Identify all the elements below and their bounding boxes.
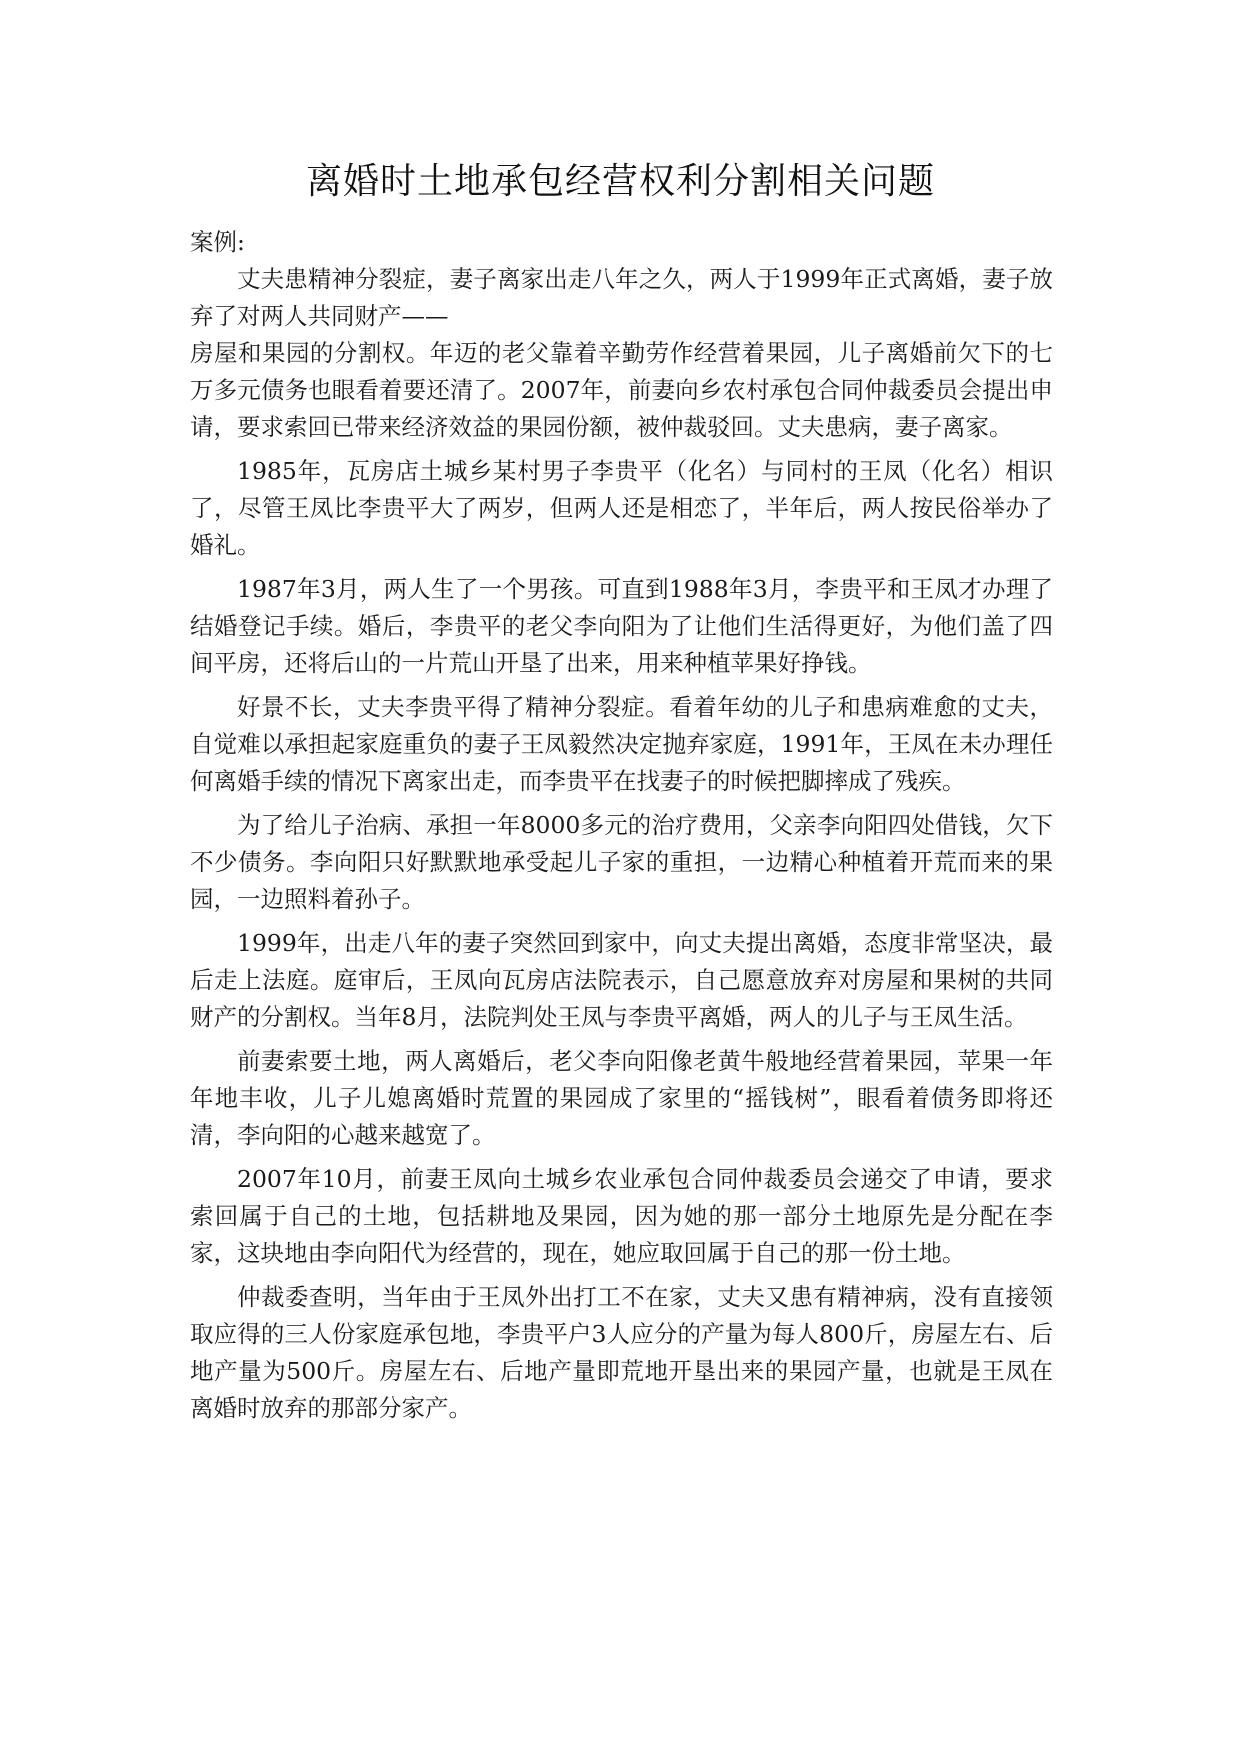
- paragraph-7: 1999年，出走八年的妻子突然回到家中，向丈夫提出离婚，态度非常坚决，最后走上法庭。庭审后，王凤向瓦房店法院表示，自己愿意放弃对房屋和果树的共同财产的分割权。当年8月，法院判处王凤与李贵平离婚，两人的儿子与王凤生活。: [190, 929, 1053, 1031]
- paragraph-9: 2007年10月，前妻王凤向土城乡农业承包合同仲裁委员会递交了申请，要求索回属于自己的土地，包括耕地及果园，因为她的那一部分土地原先是分配在李家，这块地由李向阳代为经营的，现在，她应取回属于自己的那一份土地。: [190, 1165, 1053, 1267]
- paragraph-5: 好景不长，丈夫李贵平得了精神分裂症。看着年幼的儿子和患病难愈的丈夫，自觉难以承担起家庭重负的妻子王凤毅然决定抛弃家庭，1991年，王凤在未办理任何离婚手续的情况下离家出走，而李贵平在找妻子的时候把脚摔成了残疾。: [190, 693, 1053, 795]
- paragraph-8: 前妻索要土地，两人离婚后，老父李向阳像老黄牛般地经营着果园，苹果一年年地丰收，儿子儿媳离婚时荒置的果园成了家里的“摇钱树”，眼看着债务即将还清，李向阳的心越来越宽了。: [190, 1047, 1053, 1149]
- case-label: 案例:: [190, 228, 245, 256]
- paragraph-10: 仲裁委查明，当年由于王凤外出打工不在家，丈夫又患有精神病，没有直接领取应得的三人份家庭承包地，李贵平户3人应分的产量为每人800斤，房屋左右、后地产量为500斤。房屋左右、后地产量即荒地开垦出来的果园产量，也就是王凤在离婚时放弃的那部分家产。: [190, 1283, 1053, 1422]
- paragraph-3: 1985年，瓦房店土城乡某村男子李贵平（化名）与同村的王凤（化名）相识了，尽管王凤比李贵平大了两岁，但两人还是相恋了，半年后，两人按民俗举办了婚礼。: [190, 457, 1053, 559]
- paragraph-4: 1987年3月，两人生了一个男孩。可直到1988年3月，李贵平和王凤才办理了结婚登记手续。婚后，李贵平的老父李向阳为了让他们生活得更好，为他们盖了四间平房，还将后山的一片荒山开垦了出来，用来种植苹果好挣钱。: [190, 575, 1053, 677]
- document-title: 离婚时土地承包经营权利分割相关问题: [305, 161, 935, 202]
- paragraph-1: 丈夫患精神分裂症，妻子离家出走八年之久，两人于1999年正式离婚，妻子放弃了对两人共同财产——: [190, 265, 1053, 330]
- paragraph-6: 为了给儿子治病、承担一年8000多元的治疗费用，父亲李向阳四处借钱，欠下不少债务。李向阳只好默默地承受起儿子家的重担，一边精心种植着开荒而来的果园，一边照料着孙子。: [190, 811, 1053, 913]
- paragraph-2: 房屋和果园的分割权。年迈的老父靠着辛勤劳作经营着果园，儿子离婚前欠下的七万多元债务也眼看着要还清了。2007年，前妻向乡农村承包合同仲裁委员会提出申请，要求索回已带来经济效益的果园份额，被仲裁驳回。丈夫患病，妻子离家。: [190, 339, 1053, 441]
- document-body: [190, 224, 1053, 1434]
